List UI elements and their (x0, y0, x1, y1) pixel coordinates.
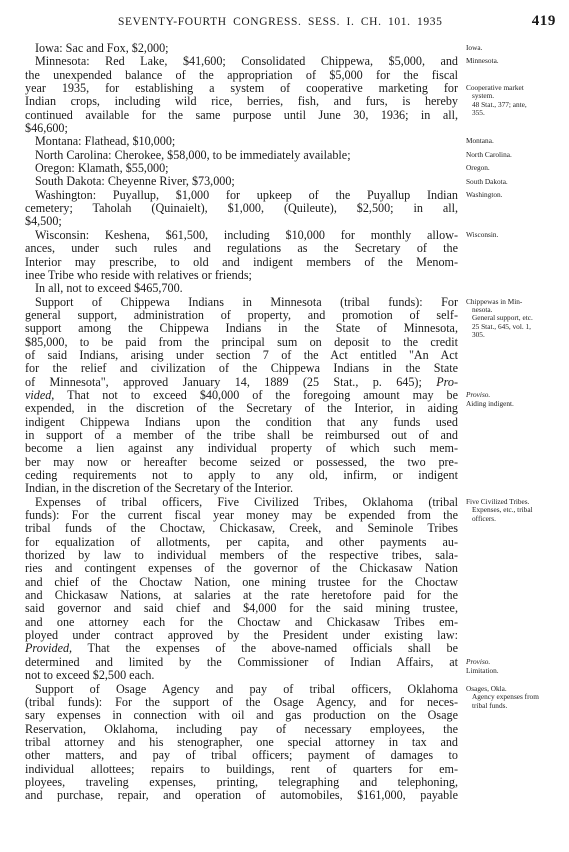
text-line: indigent Chippewa Indians upon the condition that any funds used (25, 414, 458, 429)
margin-note-line: nesota. (472, 305, 493, 315)
margin-note-line: system. (472, 91, 495, 101)
text-line: cemetery; Taholah (Quinaielt), $1,000, (Quileute), $2,500; in all, (25, 201, 458, 216)
margin-note-line: North Carolina. (466, 149, 512, 159)
text-line: Iowa: Sac and Fox, $2,000; (35, 41, 169, 55)
text-line: ployed under contract approved by the President under existing law: (25, 628, 458, 643)
margin-note-line: 355. (472, 108, 485, 118)
text-line: ceding requirements not to apply to any old, infirm, or indigent (25, 468, 458, 482)
margin-note (466, 44, 564, 52)
text-line: of Minnesota", approved January 14, 1889 (25 Stat., p. 645); Pro- (25, 374, 458, 389)
text-line: in support of a member of the tribe shall be reimbursed out of and (25, 427, 458, 442)
running-title: SEVENTY-FOURTH CONGRESS. SESS. I. CH. 101. 1935 (118, 16, 443, 28)
text-line: and Chickasaw Nations, at salaries at the rate heretofore paid for the (25, 588, 458, 603)
margin-note (466, 298, 564, 340)
margin-note-line: Proviso. (466, 657, 491, 667)
margin-note-line: General support, etc. (472, 313, 533, 323)
text-line: Wisconsin: Keshena, $61,500, including $10,000 for monthly allow- (35, 227, 458, 242)
margin-note-line: Montana. (466, 136, 494, 146)
text-line: and one attorney each for the Choctaw and Chickasaw Tribes em- (25, 614, 458, 629)
margin-note-line: Five Civilized Tribes. (466, 496, 530, 506)
text-line: Indian crops, including wild rice, berries, fish, and furs, is hereby (25, 94, 458, 109)
text-line: for the relief and civilization of the Chippewa Indians in the State (25, 361, 458, 376)
margin-note-line: Expenses, etc., tribal (472, 505, 533, 515)
margin-note-line: Washington. (466, 189, 503, 199)
text-line: In all, not to exceed $465,700. (35, 281, 183, 296)
text-line: and chief of the Choctaw Nation, one mining trustee for the Choctaw (25, 574, 458, 589)
text-line: expended, in the discretion of the Secretary of the Interior, in aiding (25, 401, 458, 416)
text-line: thorized by law to individual members of the respective tribes, sala- (25, 548, 458, 563)
margin-note-line: Wisconsin. (466, 229, 499, 239)
margin-note-line: 48 Stat., 377; ante, (472, 99, 527, 109)
text-line: Provided, That the expenses of the above-named officials shall be (25, 641, 458, 656)
margin-note-line: Limitation. (466, 665, 499, 675)
margin-note-line: Osages, Okla. (466, 683, 507, 693)
text-line: (tribal funds): For the support of the Osage Agency, and for neces- (25, 694, 458, 709)
text-line: funds): For the current fiscal year money may be expended from the (25, 508, 458, 523)
margin-note-line: Proviso. (466, 390, 491, 400)
text-line: ber may now or hereafter become seized or possessed, the two pre- (25, 454, 458, 469)
text-line: become a lien against any individual property of which such mem- (25, 441, 458, 456)
margin-note (466, 685, 564, 710)
text-line: support among the Chippewa Indians in the State of Minnesota, (25, 321, 458, 336)
margin-note (466, 231, 564, 239)
text-line: Support of Osage Agency and pay of tribal officers, Oklahoma (35, 681, 458, 696)
text-line: Indian, in the discretion of the Secretary of the Interior. (25, 481, 294, 496)
text-line: North Carolina: Cherokee, $58,000, to be immediately available; (35, 147, 351, 162)
text-line: vided, That not to exceed $40,000 of the foregoing amount may be (25, 387, 458, 402)
text-line: $85,000, to be paid from the principal sum on deposit to the credit (25, 334, 458, 349)
text-line: ployees, traveling expenses, printing, telegraphing and telephoning, (25, 774, 458, 789)
text-line: $46,600; (25, 121, 68, 136)
text-line: general support, administration of property, and promotion of self- (25, 307, 458, 322)
text-line: of said Indians, arising under section 7 of the Act entitled "An Act (25, 347, 458, 362)
text-line: said governor and said chief and $4,000 for the said mining trustee, (25, 601, 458, 616)
text-line: continued available for the same purpose until June 30, 1936; in all, (25, 107, 458, 122)
margin-note (466, 84, 564, 118)
text-line: ries and contingent expenses of the governor of the Chickasaw Nation (25, 561, 458, 576)
text-line: year 1935, for establishing a system of cooperative marketing for (25, 81, 458, 96)
text-line: sary expenses in connection with oil and gas production on the Osage (25, 708, 458, 723)
margin-note-line: 25 Stat., 645, vol. 1, (472, 321, 531, 331)
text-line: Reservation, Oklahoma, including pay of necessary employees, the (25, 721, 458, 736)
text-line: $4,500; (25, 214, 62, 229)
text-line: Expenses of tribal officers, Five Civilized Tribes, Oklahoma (tribal (35, 494, 458, 509)
margin-note (466, 57, 564, 65)
margin-note (466, 658, 564, 675)
margin-note (466, 164, 564, 172)
margin-note-line: Aiding indigent. (466, 398, 514, 408)
margin-note (466, 191, 564, 199)
text-line: determined and limited by the Commissioner of Indian Affairs, at (25, 654, 458, 669)
text-line: Washington: Puyallup, $1,000 for upkeep of the Puyallup Indian (35, 187, 458, 202)
text-line: individual allottees; repairs to buildings, rent of quarters for em- (25, 761, 458, 776)
margin-note-line: Minnesota. (466, 56, 499, 66)
margin-note-line: South Dakota. (466, 176, 508, 186)
text-line: South Dakota: Cheyenne River, $73,000; (35, 174, 235, 189)
text-line: Interior may prescribe, to old and indigent members of the Menom- (25, 254, 458, 269)
text-line: tribal funds of the Choctaw, Chickasaw, Creek, and Seminole Tribes (25, 521, 458, 536)
margin-note (466, 391, 564, 408)
margin-note-line: tribal funds. (472, 700, 508, 710)
margin-note-line: Cooperative market (466, 83, 524, 93)
statute-text (25, 42, 458, 803)
text-line: tribal attorney and his stenographer, one special attorney in tax and (25, 734, 458, 749)
text-line: Oregon: Klamath, $55,000; (35, 161, 169, 176)
text-line: other matters, and pay of tribal officers; payment of damages to (25, 748, 458, 763)
text-line: Montana: Flathead, $10,000; (35, 134, 176, 149)
margin-note-line: 305. (472, 330, 485, 340)
text-line: not to exceed $2,500 each. (25, 668, 155, 683)
text-line: the unexpended balance of the appropriation of $5,000 for the fiscal (25, 67, 458, 82)
margin-note-line: Chippewas in Min- (466, 296, 523, 306)
margin-note (466, 498, 564, 523)
margin-note-line: officers. (472, 513, 496, 523)
margin-note-line: Iowa. (466, 43, 483, 52)
margin-note-line: Agency expenses from (472, 692, 539, 702)
text-line: inee Tribe who reside with relatives or friends; (25, 267, 252, 282)
margin-note (466, 137, 564, 145)
running-header (28, 14, 556, 32)
text-line: and purchase, repair, and operation of automobiles, $161,000, payable (25, 788, 458, 803)
margin-note (466, 151, 564, 159)
text-line: for equalization of allotments, per capita, and other payments au- (25, 534, 458, 549)
page-number: 419 (531, 13, 556, 29)
margin-note-line: Oregon. (466, 163, 490, 173)
text-line: Support of Chippewa Indians in Minnesota (tribal funds): For (35, 294, 458, 309)
text-line: ances, under such rules and regulations as the Secretary of the (25, 241, 458, 256)
text-line: Minnesota: Red Lake, $41,600; Consolidated Chippewa, $5,000, and (35, 54, 458, 69)
margin-note (466, 178, 564, 186)
